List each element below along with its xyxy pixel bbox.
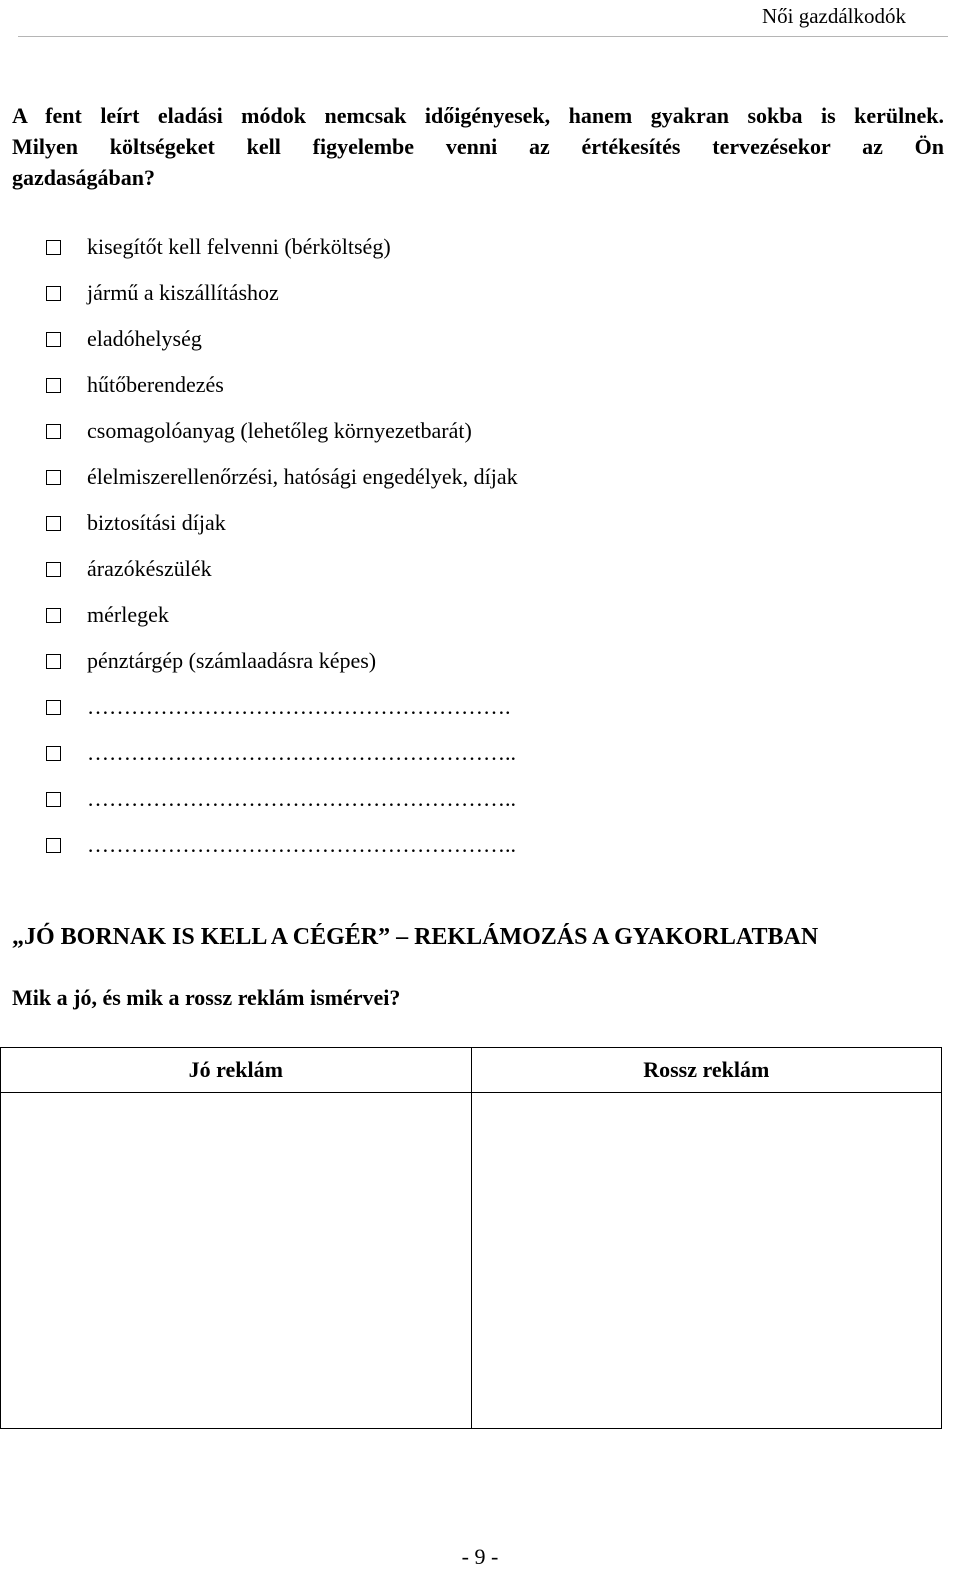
table-row: [1, 1093, 942, 1429]
checkbox[interactable]: [46, 654, 61, 669]
bad-ad-answer-cell[interactable]: [471, 1093, 942, 1429]
checklist-item-label: mérlegek: [87, 602, 169, 627]
blank-fill-line[interactable]: …………………………………………………..: [87, 740, 516, 765]
bad-ad-header: Rossz reklám: [471, 1048, 942, 1093]
page-number: - 9 -: [461, 1544, 499, 1569]
checklist-item-blank[interactable]: [46, 684, 518, 730]
checkbox[interactable]: [46, 746, 61, 761]
good-ad-answer-cell[interactable]: [1, 1093, 472, 1429]
checkbox[interactable]: [46, 470, 61, 485]
checklist-item[interactable]: [46, 408, 518, 454]
checkbox[interactable]: [46, 240, 61, 255]
checklist-item[interactable]: [46, 592, 518, 638]
cost-question: [12, 100, 944, 193]
checklist-item-blank[interactable]: [46, 730, 518, 776]
blank-fill-line[interactable]: …………………………………………………..: [87, 832, 516, 857]
checklist-item[interactable]: [46, 454, 518, 500]
checklist-item-label: kisegítőt kell felvenni (bérköltség): [87, 234, 391, 259]
checklist-item-label: hűtőberendezés: [87, 372, 224, 397]
checklist-item[interactable]: [46, 224, 518, 270]
checklist-item-blank[interactable]: [46, 776, 518, 822]
question-line-2: Milyen költségeket kell figyelembe venni az értékesítés tervezésekor az Ön: [12, 134, 944, 159]
question-line-1: A fent leírt eladási módok nemcsak időigényesek, hanem gyakran sokba is kerülnek.: [12, 103, 944, 128]
checklist-item[interactable]: [46, 362, 518, 408]
cost-checklist: [46, 224, 518, 868]
checklist-item-label: biztosítási díjak: [87, 510, 226, 535]
question-line-3: gazdaságában?: [12, 165, 156, 190]
checklist-item[interactable]: [46, 270, 518, 316]
checkbox[interactable]: [46, 516, 61, 531]
checklist-item[interactable]: [46, 546, 518, 592]
checkbox[interactable]: [46, 792, 61, 807]
table-header-row: [1, 1048, 942, 1093]
checklist-item-label: pénztárgép (számlaadásra képes): [87, 648, 377, 673]
advert-comparison-table: [0, 1047, 942, 1429]
section-title: „JÓ BORNAK IS KELL A CÉGÉR” – REKLÁMOZÁS A GYAKORLATBAN: [12, 924, 819, 950]
good-ad-header: Jó reklám: [1, 1048, 472, 1093]
checklist-item[interactable]: [46, 500, 518, 546]
header-title: Női gazdálkodók: [761, 4, 906, 28]
checklist-item-label: csomagolóanyag (lehetőleg környezetbarát): [87, 418, 472, 443]
checklist-item-label: árazókészülék: [87, 556, 212, 581]
checklist-item[interactable]: [46, 316, 518, 362]
checkbox[interactable]: [46, 700, 61, 715]
checklist-item[interactable]: [46, 638, 518, 684]
checklist-item-label: élelmiszerellenőrzési, hatósági engedélyek, díjak: [87, 464, 518, 489]
checkbox[interactable]: [46, 332, 61, 347]
checkbox[interactable]: [46, 838, 61, 853]
advert-question: Mik a jó, és mik a rossz reklám ismérvei?: [12, 985, 401, 1010]
blank-fill-line[interactable]: ………………………………………………….: [87, 694, 511, 719]
checkbox[interactable]: [46, 562, 61, 577]
blank-fill-line[interactable]: …………………………………………………..: [87, 786, 516, 811]
checkbox[interactable]: [46, 378, 61, 393]
checkbox[interactable]: [46, 424, 61, 439]
checkbox[interactable]: [46, 286, 61, 301]
checklist-item-label: eladóhelység: [87, 326, 202, 351]
checklist-item-blank[interactable]: [46, 822, 518, 868]
checklist-item-label: jármű a kiszállításhoz: [87, 280, 279, 305]
checkbox[interactable]: [46, 608, 61, 623]
page-header: [18, 0, 948, 37]
